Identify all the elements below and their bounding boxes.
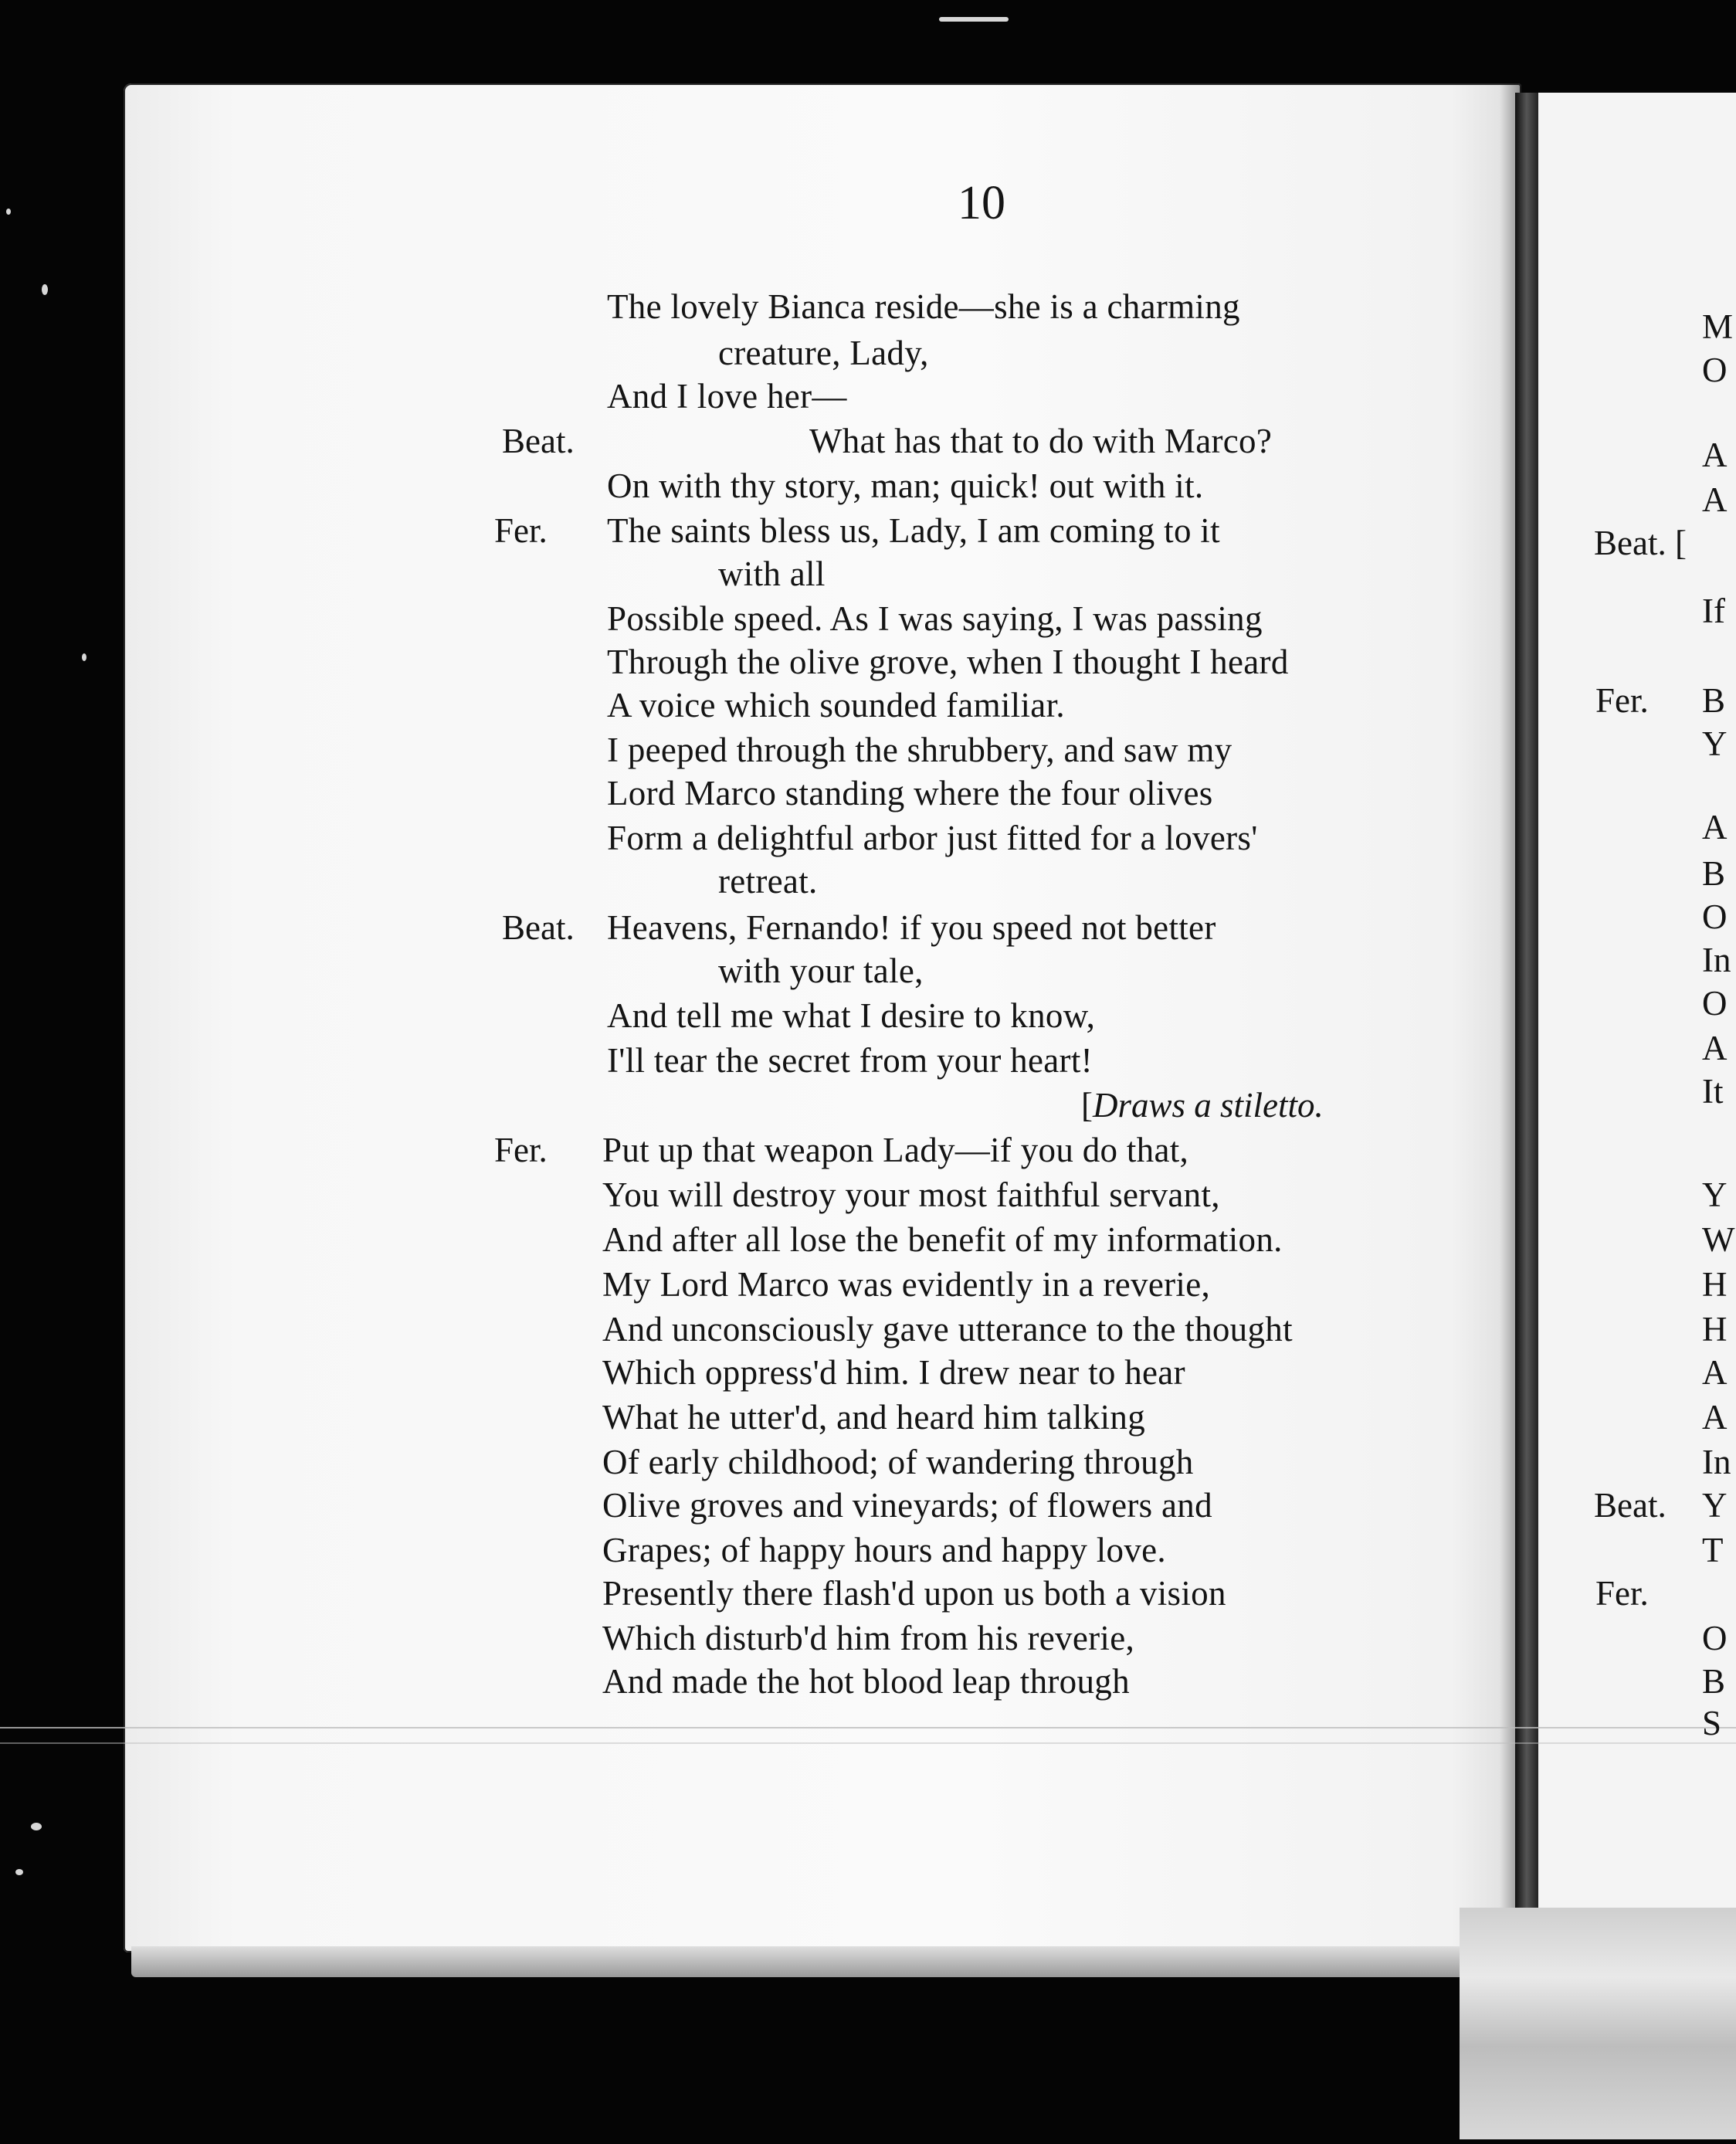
right-page-fragment: O [1702,897,1728,936]
right-page-fragment: Beat. [1594,1486,1666,1525]
dust-speck [42,284,48,295]
right-page-fragment: A [1702,808,1728,846]
verse-line: What has that to do with Marco? [809,422,1273,460]
verse-line: And tell me what I desire to know, [607,996,1096,1035]
verse-line: You will destroy your most faithful servant, [602,1175,1220,1214]
right-page-fragment: O [1702,351,1728,389]
verse-line: Possible speed. As I was saying, I was passing [607,599,1263,638]
right-page-fragment: H [1702,1310,1728,1348]
verse-line: Form a delightful arbor just fitted for a lovers' [607,819,1258,857]
verse-line: creature, Lady, [718,334,929,372]
dust-speck [31,1823,42,1830]
verse-line: My Lord Marco was evidently in a reverie, [602,1265,1211,1304]
dust-speck [15,1869,23,1875]
verse-line: On with thy story, man; quick! out with it. [607,466,1204,505]
verse-line: And unconsciously gave utterance to the thought [602,1310,1293,1348]
right-page-fragment: Beat. [ [1594,524,1687,562]
verse-line: Put up that weapon Lady—if you do that, [602,1131,1189,1169]
right-page-fragment: A [1702,480,1728,519]
right-page-fragment: Y [1702,1486,1728,1525]
right-page-fragment: In [1702,1443,1731,1481]
verse-line: The lovely Bianca reside—she is a charming [607,287,1240,326]
verse-line: Through the olive grove, when I thought I heard [607,643,1289,681]
speaker-label: Fer. [494,1131,548,1169]
right-page-fragment: T [1702,1531,1724,1569]
right-page-fragment: A [1702,1029,1728,1067]
right-page-fragment: A [1702,1398,1728,1437]
dust-speck [6,209,11,215]
right-page-fragment: O [1702,1619,1728,1657]
verse-line: retreat. [718,862,818,901]
book-gutter [1515,93,1538,1946]
right-page-fragment: H [1702,1265,1728,1304]
right-page-fragment: W [1702,1220,1735,1259]
right-page-fragment: If [1702,592,1725,630]
verse-line: Which disturb'd him from his reverie, [602,1619,1135,1657]
verse-line: Presently there flash'd upon us both a vision [602,1574,1226,1613]
verse-line: And I love her— [607,377,847,416]
page-edge [131,1946,1475,1977]
verse-line: A voice which sounded familiar. [607,686,1065,724]
right-page-fragment: A [1702,1353,1728,1392]
right-page-fragment: B [1702,1662,1726,1701]
right-page-fragment: Fer. [1595,681,1649,720]
scan-artifact-line [0,1727,1736,1728]
verse-line: Of early childhood; of wandering through [602,1443,1194,1481]
verse-line: Heavens, Fernando! if you speed not better [607,908,1216,947]
dust-speck [82,653,86,661]
right-page-fragment: O [1702,984,1728,1023]
verse-line: The saints bless us, Lady, I am coming to it [607,511,1220,550]
stacked-page-edges [1460,1908,1736,2139]
right-page-fragment: It [1702,1072,1724,1111]
speaker-label: Fer. [494,511,548,550]
scan-artifact-line [0,1742,1736,1744]
right-page-fragment: In [1702,941,1731,979]
verse-line: I'll tear the secret from your heart! [607,1041,1093,1080]
verse-line: I peeped through the shrubbery, and saw my [607,731,1232,769]
verse-line: And made the hot blood leap through [602,1662,1130,1701]
verse-line: What he utter'd, and heard him talking [602,1398,1146,1437]
right-page-fragment: Fer. [1595,1574,1649,1613]
right-page-fragment: S [1702,1704,1722,1742]
speaker-label: Beat. [502,908,575,947]
right-page-fragment: Y [1702,1175,1728,1214]
right-page-fragment: Y [1702,724,1728,763]
right-page-fragment: A [1702,436,1728,474]
verse-line: with all [718,555,826,593]
verse-line: with your tale, [718,952,924,990]
dust-speck [939,17,1009,22]
page-number: 10 [958,177,1005,229]
verse-line: Which oppress'd him. I drew near to hear [602,1353,1185,1392]
speaker-label: Beat. [502,422,575,460]
right-page-fragment: B [1702,854,1726,893]
right-page-fragment: M [1702,307,1734,346]
verse-line: Olive groves and vineyards; of flowers and [602,1486,1212,1525]
verse-line: Lord Marco standing where the four olives [607,774,1213,812]
stage-direction: [Draws a stiletto. [1081,1086,1324,1125]
verse-line: And after all lose the benefit of my information. [602,1220,1283,1259]
right-page-fragment: B [1702,681,1726,720]
verse-line: Grapes; of happy hours and happy love. [602,1531,1166,1569]
